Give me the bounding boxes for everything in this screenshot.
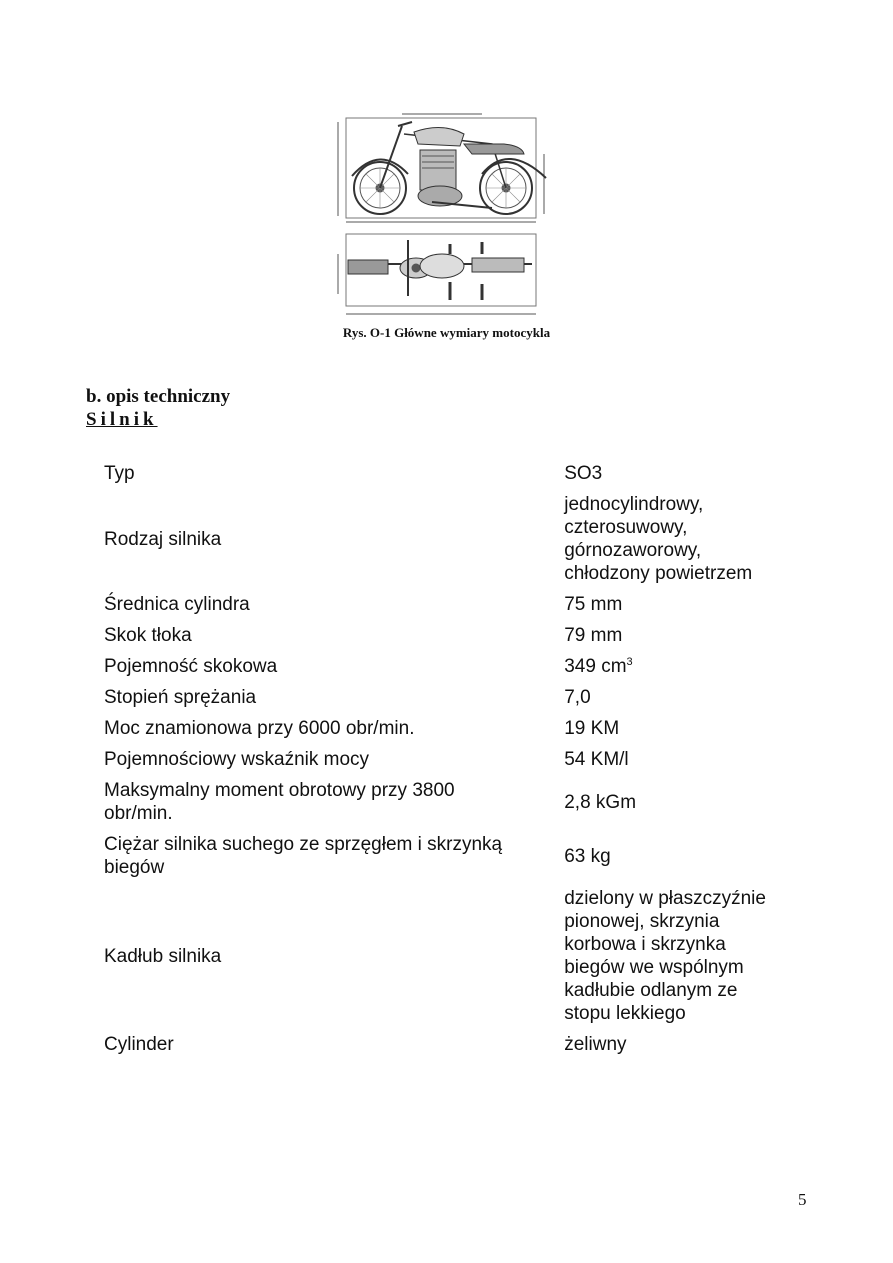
spec-value-text: 349 cm [564, 656, 627, 677]
spec-label: Maksymalny moment obrotowy przy 3800 obr/min. [104, 780, 455, 824]
spec-value-text: jednocylindrowy, czterosuwowy, górnozaworowy, chłodzony powietrzem [564, 494, 753, 584]
spec-value [564, 647, 804, 678]
spec-row [104, 1025, 804, 1056]
spec-row [104, 485, 804, 585]
spec-row [104, 678, 804, 709]
spec-value-text: 19 KM [564, 718, 620, 739]
spec-label: Ciężar silnika suchego ze sprzęgłem i skrzynką biegów [104, 834, 503, 878]
spec-row [104, 740, 804, 771]
spec-label: Skok tłoka [104, 625, 192, 646]
spec-label: Średnica cylindra [104, 594, 250, 615]
spec-value-text: 75 mm [564, 594, 623, 615]
spec-label: Pojemność skokowa [104, 656, 278, 677]
spec-value-text: 7,0 [564, 687, 591, 708]
spec-value-text: dzielony w płaszczyźnie pionowej, skrzynia korbowa i skrzynka biegów we wspólnym kadłubie odlanym ze stopu lekkiego [564, 888, 766, 1024]
spec-row [104, 585, 804, 616]
spec-label: Rodzaj silnika [104, 528, 222, 550]
spec-value [564, 879, 804, 1025]
engine-spec-table [104, 462, 804, 1056]
spec-value-text: 54 KM/l [564, 749, 629, 770]
spec-value [564, 771, 804, 825]
page-number: 5 [798, 1190, 807, 1209]
spec-label: Kadłub silnika [104, 945, 222, 967]
spec-row [104, 462, 804, 485]
spec-value-superscript: 3 [626, 656, 633, 668]
spec-row [104, 709, 804, 740]
spec-value [564, 585, 804, 616]
spec-label: Stopień sprężania [104, 687, 257, 708]
spec-value [564, 709, 804, 740]
spec-value [564, 678, 804, 709]
spec-value-text: 79 mm [564, 625, 623, 646]
spec-value-text: SO3 [564, 463, 603, 484]
spec-value [564, 616, 804, 647]
spec-value [564, 825, 804, 879]
spec-value [564, 485, 804, 585]
spec-value [564, 462, 804, 485]
subsection-title: Silnik [86, 409, 158, 430]
section-title: b. opis techniczny [86, 386, 231, 407]
spec-label: Pojemnościowy wskaźnik mocy [104, 749, 370, 770]
spec-row [104, 616, 804, 647]
spec-label: Typ [104, 463, 135, 484]
spec-label: Cylinder [104, 1034, 174, 1055]
spec-row [104, 879, 804, 1025]
spec-value-text: 2,8 kGm [564, 791, 637, 813]
spec-value [564, 740, 804, 771]
figure-caption: Rys. O-1 Główne wymiary motocykla [342, 325, 551, 340]
spec-value-text: żeliwny [564, 1034, 627, 1055]
motorcycle-dimensions-drawing [332, 104, 564, 326]
spec-label: Moc znamionowa przy 6000 obr/min. [104, 718, 415, 739]
spec-row [104, 825, 804, 879]
spec-value [564, 1025, 804, 1056]
spec-row [104, 771, 804, 825]
spec-value-text: 63 kg [564, 845, 611, 867]
spec-row [104, 647, 804, 678]
